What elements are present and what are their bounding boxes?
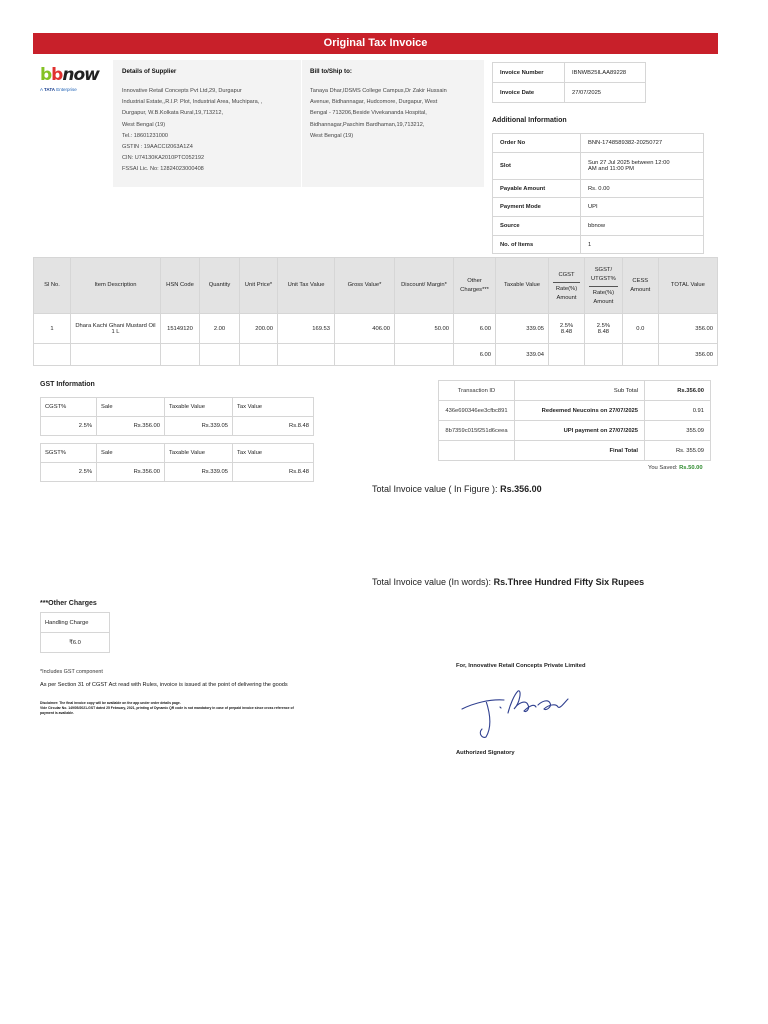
transaction-amount: 355.09 <box>645 421 711 441</box>
cgst-header: CGST <box>553 265 580 283</box>
total-figure-value: Rs.356.00 <box>500 484 542 494</box>
bill-to-details <box>302 60 484 187</box>
table-row <box>439 421 711 441</box>
cell-hsn: 15149120 <box>161 314 200 344</box>
gst-info-heading: GST Information <box>40 381 95 388</box>
cgst-amount: 8.48 <box>560 328 573 335</box>
col-header-cgst <box>549 258 585 314</box>
cgst-rate: 2.5% <box>559 322 574 329</box>
cell-cgst <box>549 314 585 344</box>
cgst-sale: Rs.356.00 <box>97 417 165 436</box>
order-number: BNN-1748589382-20250727 <box>581 134 704 153</box>
source: bbnow <box>581 217 704 236</box>
cell-description: Dhara Kachi Ghani Mustard Oil 1 L <box>71 314 161 344</box>
col-header: Taxable Value <box>165 398 233 417</box>
cell-taxable: 339.05 <box>496 314 549 344</box>
total-words-label: Total Invoice value (In words): <box>372 577 492 587</box>
col-header: SGST% <box>41 444 97 463</box>
final-total-amount: Rs. 355.09 <box>645 441 711 461</box>
invoice-number: IBNWB25ILAA89228 <box>565 63 646 83</box>
table-row <box>439 441 711 461</box>
col-header: Transaction ID <box>439 381 515 401</box>
table-row <box>41 463 314 482</box>
disclaimer-line: Disclaimer: The final invoice copy will be available on the app under order details page. <box>40 701 181 705</box>
sgst-taxable: Rs.339.05 <box>165 463 233 482</box>
invoice-title: Original Tax Invoice <box>33 33 718 54</box>
charge-value: ₹6.0 <box>41 633 110 653</box>
sgst-tax: Rs.8.48 <box>233 463 314 482</box>
cell-cess: 0.0 <box>622 314 658 344</box>
cell-discount: 50.00 <box>395 314 454 344</box>
table-header-row <box>439 381 711 401</box>
sgst-header: SGST/ UTGST% <box>589 260 618 287</box>
info-label: Slot <box>493 152 581 179</box>
slot-line: Sun 27 Jul 2025 between 12:00 <box>588 159 670 166</box>
table-row <box>493 217 704 236</box>
table-row <box>493 198 704 217</box>
table-row <box>41 417 314 436</box>
additional-info-table <box>492 133 704 254</box>
other-charges-heading: ***Other Charges <box>40 600 97 607</box>
info-label: Payment Mode <box>493 198 581 217</box>
table-row <box>493 152 704 179</box>
col-header: CESS Amount <box>622 258 658 314</box>
table-row <box>493 134 704 153</box>
supplier-line: Industrial Estate,,R.I.P. Plot, Industrial Area, Muchipara, , <box>122 99 263 106</box>
col-header: HSN Code <box>161 258 200 314</box>
transaction-id: 8b7359c015f251d6ceea <box>439 421 515 441</box>
cell-other: 6.00 <box>454 314 496 344</box>
cell-qty: 2.00 <box>200 314 240 344</box>
bill-to-line: West Bengal (19) <box>310 132 354 139</box>
sgst-subheader: Rate(%) Amount <box>592 290 615 305</box>
supplier-details <box>113 60 301 187</box>
cgst-table <box>40 397 314 436</box>
total-value: 356.00 <box>658 344 717 366</box>
transaction-label: Redeemed Neucoins on 27/07/2025 <box>515 401 645 421</box>
slot-value <box>581 152 704 179</box>
total-figure-label: Total Invoice value ( In Figure ): <box>372 484 498 494</box>
col-header: Tax Value <box>233 444 314 463</box>
bill-to-heading: Bill to/Ship to: <box>310 68 352 75</box>
payment-mode: UPI <box>581 198 704 217</box>
cell-sl: 1 <box>34 314 71 344</box>
payable-amount: Rs. 0.00 <box>581 179 704 198</box>
cell-gross: 406.00 <box>335 314 395 344</box>
sgst-table <box>40 443 314 482</box>
sgst-rate: 2.5% <box>596 322 610 329</box>
transaction-id: 436e690346ee3cfbc891 <box>439 401 515 421</box>
table-row <box>34 314 718 344</box>
table-row <box>493 83 646 103</box>
supplier-line: Innovative Retail Concepts Pvt Ltd,29, Durgapur <box>122 88 242 94</box>
authorized-signatory: Authorized Signatory <box>456 750 515 756</box>
cgst-subheader: Rate(%) Amount <box>555 285 578 301</box>
table-row <box>493 63 646 83</box>
saved-label: You Saved: <box>648 465 678 471</box>
supplier-line: CIN: U74130KA2010PTC052192 <box>122 155 205 162</box>
supplier-line: Durgapur, W.B.Kolkata Rural,19,713212, <box>122 110 224 117</box>
you-saved <box>648 465 703 471</box>
transactions-table <box>438 380 711 461</box>
disclaimer <box>40 701 302 716</box>
supplier-heading: Details of Supplier <box>122 68 177 75</box>
total-other: 6.00 <box>454 344 496 366</box>
info-label: Payable Amount <box>493 179 581 198</box>
cgst-rate: 2.5% <box>41 417 97 436</box>
section-note: As per Section 31 of CGST Act read with Rules, invoice is issued at the point of delivering the goods <box>40 682 288 688</box>
meta-label: Invoice Date <box>493 83 565 103</box>
col-header: Unit Tax Value <box>278 258 335 314</box>
disclaimer-line: Vide Circular No. 149/05/2021-GST dated 25 February, 2021, printing of Dynamic QR code is not mandatory in case of prepaid invoice since cross reference of payment is available. <box>40 706 294 715</box>
col-header: Sale <box>97 444 165 463</box>
bill-to-line: Bidhannagar,Paschim Bardhaman,19,713212, <box>310 121 425 128</box>
sgst-rate: 2.5% <box>41 463 97 482</box>
subtotal-label: Sub Total <box>515 381 645 401</box>
table-row <box>493 235 704 254</box>
items-table <box>33 257 718 366</box>
bill-to-line: Tanaya Dhar,IDSMS College Campus,Dr Zakir Hussain <box>310 88 447 94</box>
table-header-row <box>41 444 314 463</box>
col-header: Quantity <box>200 258 240 314</box>
bbnow-logo: bbnow A TATA Enterprise <box>40 65 99 92</box>
table-row <box>493 179 704 198</box>
supplier-line: Tel.: 18601231000 <box>122 132 169 139</box>
col-header: Sale <box>97 398 165 417</box>
invoice-date: 27/07/2025 <box>565 83 646 103</box>
signature-image <box>456 673 576 741</box>
col-header-sgst <box>585 258 623 314</box>
table-header-row <box>34 258 718 314</box>
col-header: Gross Value* <box>335 258 395 314</box>
cell-unit-tax: 169.53 <box>278 314 335 344</box>
total-in-words <box>372 577 644 587</box>
info-label: No. of Items <box>493 235 581 254</box>
cell-total: 356.00 <box>658 314 717 344</box>
table-row <box>439 401 711 421</box>
totals-row <box>34 344 718 366</box>
table-row <box>41 613 110 633</box>
transaction-label: UPI payment on 27/07/2025 <box>515 421 645 441</box>
logo-tagline: A TATA Enterprise <box>40 87 77 92</box>
final-total-label: Final Total <box>515 441 645 461</box>
col-header: CGST% <box>41 398 97 417</box>
col-header: Item Description <box>71 258 161 314</box>
cell-unit-price: 200.00 <box>240 314 278 344</box>
col-header: Sl No. <box>34 258 71 314</box>
transaction-amount: 0.91 <box>645 401 711 421</box>
item-count: 1 <box>581 235 704 254</box>
supplier-line: FSSAI Lic. No: 12824023000408 <box>122 166 204 173</box>
sgst-sale: Rs.356.00 <box>97 463 165 482</box>
total-words-value: Rs.Three Hundred Fifty Six Rupees <box>493 577 645 587</box>
info-label: Source <box>493 217 581 236</box>
supplier-line: West Bengal (19) <box>122 121 166 128</box>
invoice-meta-table <box>492 62 646 103</box>
sgst-amount: 8.48 <box>597 328 610 335</box>
charge-label: Handling Charge <box>41 613 110 633</box>
total-in-figure <box>372 484 542 494</box>
total-taxable: 339.04 <box>496 344 549 366</box>
bill-to-line: Avenue, Bidhannagar, Hudcomore, Durgapur, West <box>310 99 438 106</box>
cgst-tax: Rs.8.48 <box>233 417 314 436</box>
cell-sgst <box>585 314 623 344</box>
col-header: TOTAL Value <box>658 258 717 314</box>
col-header: Tax Value <box>233 398 314 417</box>
saved-amount: Rs.50.00 <box>679 465 703 471</box>
bill-to-line: Bengal - 713206,Beside Vivekananda Hospital, <box>310 110 427 117</box>
gst-note: *Includes GST component <box>40 669 103 675</box>
info-label: Order No <box>493 134 581 153</box>
supplier-line: GSTIN : 19AACCI2063A1Z4 <box>122 144 193 151</box>
meta-label: Invoice Number <box>493 63 565 83</box>
table-header-row <box>41 398 314 417</box>
slot-line: AM and 11:00 PM <box>588 165 634 172</box>
col-header: Discount/ Margin* <box>395 258 454 314</box>
for-company: For, Innovative Retail Concepts Private Limited <box>456 663 586 669</box>
col-header: Other Charges*** <box>454 258 496 314</box>
table-row <box>41 633 110 653</box>
additional-info-heading: Additional Information <box>492 117 567 124</box>
other-charges-table <box>40 612 110 653</box>
col-header: Taxable Value <box>496 258 549 314</box>
col-header: Taxable Value <box>165 444 233 463</box>
cgst-taxable: Rs.339.05 <box>165 417 233 436</box>
subtotal-amount: Rs.356.00 <box>645 381 711 401</box>
col-header: Unit Price* <box>240 258 278 314</box>
